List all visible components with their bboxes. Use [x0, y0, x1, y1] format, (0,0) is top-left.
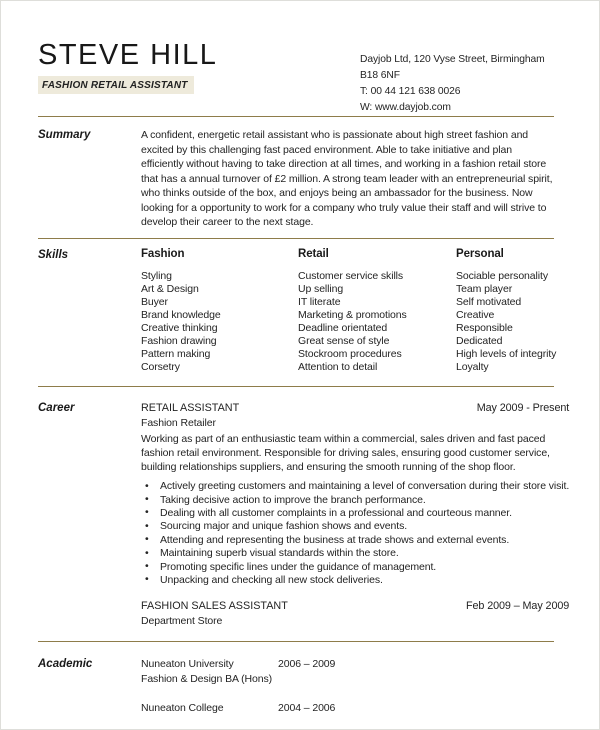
- job-employer: Department Store: [141, 615, 223, 628]
- skills-section: [38, 239, 557, 386]
- academic-content: [141, 657, 554, 716]
- skill-item: Corsetry: [141, 360, 180, 373]
- job-duty: • Taking decisive action to improve the branch performance.: [144, 494, 569, 507]
- job-title: FASHION SALES ASSISTANT: [141, 600, 288, 613]
- skill-item: Fashion drawing: [141, 334, 217, 347]
- skill-item: Art & Design: [141, 282, 199, 295]
- job-title-badge: FASHION RETAIL ASSISTANT: [38, 76, 194, 94]
- skills-column-heading: Fashion: [141, 247, 185, 260]
- skills-list-personal: [456, 270, 556, 374]
- education-dates: 2004 – 2006: [278, 702, 336, 715]
- contact-website: W: www.dayjob.com: [360, 102, 451, 113]
- education-qualification: Fashion & Design BA (Hons): [141, 673, 273, 686]
- education-main: [141, 701, 278, 716]
- contact-phone: T: 00 44 121 638 0026: [360, 86, 461, 97]
- skills-list-retail: [298, 270, 456, 374]
- skills-columns: [141, 248, 556, 374]
- education-main: [141, 657, 278, 687]
- job-duty: • Sourcing major and unique fashion shows and events.: [144, 520, 569, 533]
- job-duty: • Promoting specific lines under the guidance of management.: [144, 561, 569, 574]
- job-duty: • Unpacking and checking all new stock deliveries.: [144, 574, 569, 587]
- skill-item: IT literate: [298, 295, 341, 308]
- job-entry: [141, 401, 569, 588]
- summary-section: [38, 117, 554, 238]
- section-label-summary: Summary: [38, 129, 91, 141]
- job-title: RETAIL ASSISTANT: [141, 401, 240, 414]
- contact-info: [360, 52, 554, 116]
- section-label-skills: Skills: [38, 248, 69, 261]
- skill-item: Self motivated: [456, 295, 522, 308]
- education-institution: Nuneaton College: [141, 702, 224, 715]
- job-dates: Feb 2009 – May 2009: [466, 600, 570, 613]
- skills-list-fashion: [141, 270, 298, 374]
- job-duty: • Actively greeting customers and maintaining a level of conversation during their store visit.: [144, 480, 569, 493]
- page-title: STEVE HILL: [38, 39, 218, 71]
- skill-item: Deadline orientated: [298, 321, 388, 334]
- skill-item: Creative thinking: [141, 321, 218, 334]
- skill-item: Sociable personality: [456, 269, 548, 282]
- contact-address: Dayjob Ltd, 120 Vyse Street, Birmingham B18 6NF: [360, 54, 545, 81]
- skill-item: Styling: [141, 269, 172, 282]
- skill-item: Great sense of style: [298, 334, 390, 347]
- education-entry: [141, 701, 554, 716]
- skill-item: Brand knowledge: [141, 308, 221, 321]
- job-employer: Fashion Retailer: [141, 416, 216, 429]
- job-entry: [141, 599, 569, 629]
- summary-text: A confident, energetic retail assistant who is passionate about high street fashion and excited by this challenging fast paced environment. Able to take initiative and plan efficiently without having to take direction at all times, and working in a fashion retail store that has a annual turnover of £2 million. A strong team leader with an entrepreneurial spirit, who thinks outside of the box, and enjoys being an ambassador for the business. Now looking for a opportunity to work for a company who truly value their staff and will strive to develop their career to the next stage.: [141, 129, 553, 228]
- job-duty: • Dealing with all customer complaints in a professional and courteous manner.: [144, 507, 569, 520]
- job-duty: • Attending and representing the business at trade shows and external events.: [144, 534, 569, 547]
- career-section: [38, 387, 570, 642]
- job-header: [141, 401, 569, 416]
- skill-item: Buyer: [141, 295, 168, 308]
- skill-item: Dedicated: [456, 334, 503, 347]
- career-content: [141, 401, 569, 630]
- job-header: [141, 599, 569, 614]
- resume-header: [38, 40, 554, 116]
- skills-column-personal: [456, 248, 556, 374]
- section-label-career: Career: [38, 401, 75, 414]
- skills-column-heading: Personal: [456, 247, 504, 260]
- skill-item: Pattern making: [141, 347, 211, 360]
- skills-column-retail: [298, 248, 456, 374]
- job-description: Working as part of an enthusiastic team within a commercial, sales driven and fast paced fashion retail environment. Responsible for driving sales, ensuring good customer service, building relationships suppliers, and ensuring the smooth running of the shop floor.: [141, 432, 550, 473]
- academic-section: [38, 642, 554, 716]
- job-dates: May 2009 - Present: [476, 401, 570, 414]
- skill-item: Marketing & promotions: [298, 308, 407, 321]
- skill-item: High levels of integrity: [456, 347, 557, 360]
- education-entry: [141, 657, 554, 687]
- job-duty: • Maintaining superb visual standards within the store.: [144, 547, 569, 560]
- skill-item: Loyalty: [456, 360, 489, 373]
- header-left: [38, 40, 217, 94]
- education-dates: 2006 – 2009: [278, 658, 336, 671]
- skills-column-heading: Retail: [298, 247, 329, 260]
- skill-item: Stockroom procedures: [298, 347, 402, 360]
- education-institution: Nuneaton University: [141, 658, 234, 671]
- job-duty-list: [144, 480, 569, 587]
- skill-item: Up selling: [298, 282, 344, 295]
- skills-column-fashion: [141, 248, 298, 374]
- skill-item: Customer service skills: [298, 269, 404, 282]
- skill-item: Attention to detail: [298, 360, 378, 373]
- section-label-academic: Academic: [38, 658, 93, 671]
- skill-item: Responsible: [456, 321, 513, 334]
- skill-item: Team player: [456, 282, 513, 295]
- skill-item: Creative: [456, 308, 495, 321]
